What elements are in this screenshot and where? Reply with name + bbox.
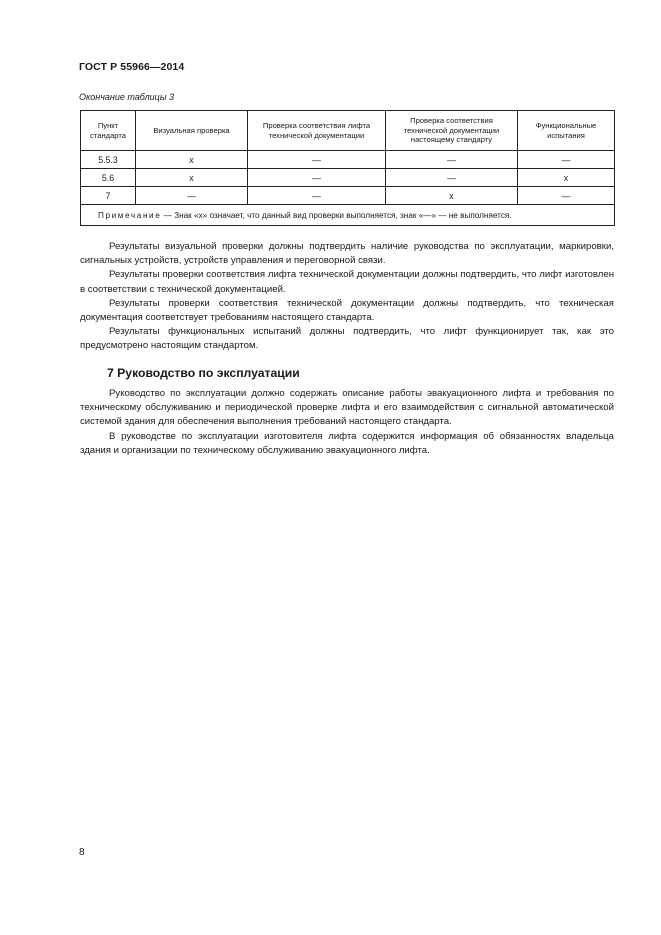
section-7-body — [80, 387, 614, 458]
page-number: 8 — [79, 847, 85, 858]
paragraph: Результаты проверки соответствия технической документации должны подтвердить, что техническая документация соответствует требованиям настоящего стандарта. — [80, 297, 614, 324]
table-row — [81, 187, 615, 205]
table-cell: х — [136, 169, 248, 187]
table-cell: х — [136, 151, 248, 169]
table-cell: 5.5.3 — [81, 151, 136, 169]
table-cell: 7 — [81, 187, 136, 205]
table-cell: — — [248, 169, 386, 187]
table-cell: — — [518, 151, 615, 169]
table-cell: — — [386, 151, 518, 169]
table-caption: Окончание таблицы 3 — [79, 92, 174, 102]
column-header: Функциональные испытания — [518, 111, 615, 151]
table-note-row — [81, 205, 615, 226]
paragraph: Руководство по эксплуатации должно содержать описание работы эвакуационного лифта и требования по техническому обслуживанию и периодической проверке лифта и его взаимодействия с сигнальной автоматической системой здания для обеспечения выполнения требований настоящего стандарта. — [80, 388, 614, 428]
note-label: Примечание — [98, 210, 162, 220]
table-row — [81, 151, 615, 169]
paragraph: В руководстве по эксплуатации изготовителя лифта содержится информация об обязанностях владельца здания и организации по техническому обслуживанию эвакуационного лифта. — [80, 430, 614, 456]
results-section — [80, 240, 614, 354]
column-header: Пункт стандарта — [81, 111, 136, 151]
table-note — [81, 205, 615, 226]
table-row — [81, 169, 615, 187]
column-header: Проверка соответствия лифта технической документации — [248, 111, 386, 151]
column-header: Визуальная проверка — [136, 111, 248, 151]
table-cell: х — [386, 187, 518, 205]
table-cell: — — [248, 151, 386, 169]
table-cell: — — [136, 187, 248, 205]
paragraph: Результаты функциональных испытаний должны подтвердить, что лифт функционирует так, как это предусмотрено настоящим стандартом. — [80, 326, 614, 352]
table-header-row — [81, 111, 615, 151]
paragraph: Результаты визуальной проверки должны подтвердить наличие руководства по эксплуатации, маркировки, сигнальных устройств, устройств управления и переговорной связи. — [80, 241, 614, 267]
paragraph: Результаты проверки соответствия лифта технической документации должны подтвердить, что лифт изготовлен в соответствии с технической документацией. — [80, 269, 614, 295]
verification-table — [80, 110, 615, 226]
section-title: 7 Руководство по эксплуатации — [107, 366, 300, 380]
table-cell: х — [518, 169, 615, 187]
table-cell: — — [248, 187, 386, 205]
table-cell: — — [386, 169, 518, 187]
table-cell: — — [518, 187, 615, 205]
table-cell: 5.6 — [81, 169, 136, 187]
document-code-header: ГОСТ Р 55966—2014 — [79, 61, 185, 73]
column-header: Проверка соответствия технической документации настоящему стандарту — [386, 111, 518, 151]
note-text: — Знак «х» означает, что данный вид проверки выполняется, знак «—» — не выполняется. — [161, 210, 512, 220]
